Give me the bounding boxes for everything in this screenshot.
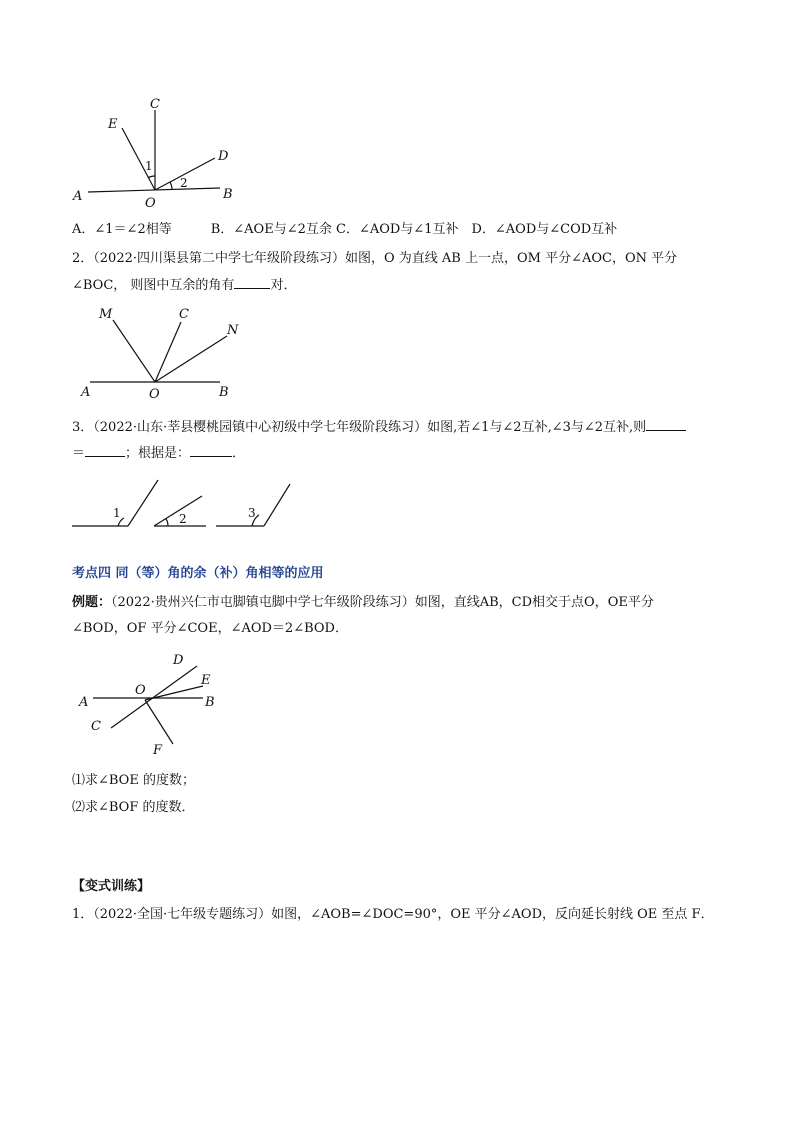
label-d: D (218, 149, 229, 164)
q1-figure (60, 92, 250, 212)
q3-blank-1[interactable] (646, 418, 686, 431)
q3-reason-label: ；根据是： (125, 446, 191, 461)
ray-on (155, 336, 227, 382)
section-heading: 考点四 同（等）角的余（补）角相等的应用 (72, 566, 324, 581)
angle-arc-2 (170, 182, 172, 189)
label-c: C (91, 719, 101, 734)
q3-period: ． (232, 446, 246, 461)
ray-of (145, 700, 173, 744)
label-e: E (108, 117, 118, 132)
label-angle-1: 1 (113, 506, 121, 520)
angle2-ray (154, 496, 202, 526)
q2-line1: 2．（2022·四川渠县第二中学七年级阶段练习）如图，O 为直线 AB 上一点，OM 平分∠AOC，ON 平分 (72, 251, 678, 266)
example-line1 (72, 594, 654, 612)
angle3-ray (264, 484, 290, 526)
q2-figure (75, 300, 255, 405)
label-b: B (205, 695, 215, 710)
label-b: B (219, 385, 229, 400)
example-text: （2022·贵州兴仁市屯脚镇屯脚中学七年级阶段练习）如图，直线AB，CD相交于点O，OE平分 (111, 595, 654, 610)
angle1-ray (128, 480, 158, 526)
line-cd (111, 666, 197, 728)
q3-figure (68, 478, 308, 533)
practice-q1: 1．（2022·全国·七年级专题练习）如图，∠AOB=∠DOC=90°，OE 平分∠AOD，反向延长射线 OE 至点 F． (72, 907, 714, 922)
q2-line2-text: ∠BOC， 则图中互余的角有 (72, 278, 235, 293)
angle-arc-1 (148, 176, 155, 178)
q3-line1 (72, 418, 686, 437)
q2-answer-blank[interactable] (234, 276, 270, 289)
example-figure (75, 648, 235, 760)
q3-blank-3[interactable] (190, 444, 232, 457)
example-line2: ∠BOD，OF 平分∠COE，∠AOD＝2∠BOD． (72, 621, 348, 636)
label-angle-2: 2 (180, 176, 188, 190)
label-o: O (145, 196, 156, 211)
angle2-arc (166, 519, 168, 526)
label-a: A (73, 189, 83, 204)
label-angle-1: 1 (145, 159, 153, 173)
label-c: C (179, 307, 189, 322)
example-part2: ⑵求∠BOF 的度数． (72, 800, 195, 815)
label-a: A (81, 385, 91, 400)
label-angle-3: 3 (248, 506, 256, 520)
label-d: D (173, 653, 184, 668)
label-o: O (135, 683, 146, 698)
label-c: C (150, 97, 160, 112)
q3-line2 (72, 444, 245, 463)
example-label: 例题： (72, 595, 112, 610)
label-f: F (153, 743, 163, 758)
q3-equals: ＝ (72, 446, 86, 461)
label-n: N (227, 323, 239, 338)
ray-om (113, 320, 155, 382)
q2-line2 (72, 276, 296, 295)
practice-heading: 【变式训练】 (72, 879, 151, 894)
q3-blank-2[interactable] (85, 444, 125, 457)
label-e: E (201, 673, 211, 688)
q2-line2-suffix: 对． (270, 278, 297, 293)
q1-options: A．∠1＝∠2相等 B．∠AOE与∠2互余 C．∠AOD与∠1互补 D．∠AOD与∠COD互补 (72, 222, 618, 237)
label-o: O (149, 387, 160, 402)
example-part1: ⑴求∠BOE 的度数； (72, 773, 195, 788)
label-a: A (79, 695, 89, 710)
q3-line1-text: 3．（2022·山东·莘县樱桃园镇中心初级中学七年级阶段练习）如图,若∠1与∠2互补,∠3与∠2互补,则 (72, 420, 647, 435)
label-m: M (99, 307, 113, 322)
label-b: B (223, 187, 233, 202)
label-angle-2: 2 (179, 512, 187, 526)
